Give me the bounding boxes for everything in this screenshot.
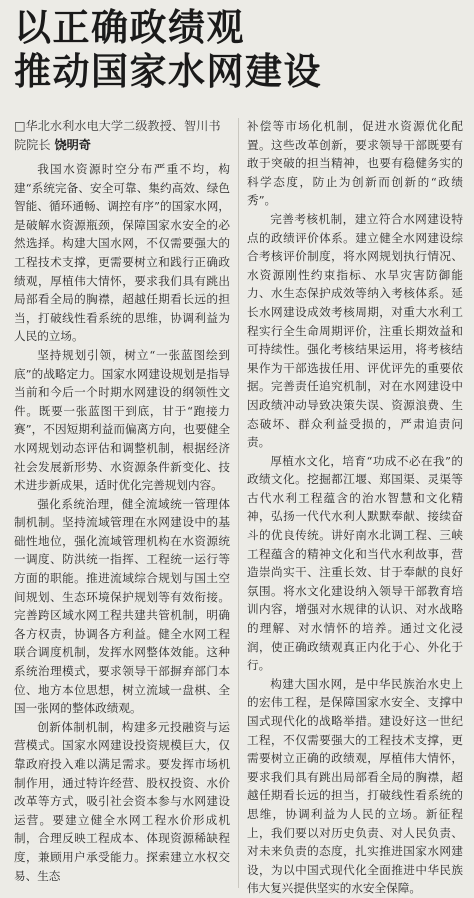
- paragraph: 完善考核机制，建立符合水网建设特点的政绩评价体系。建立健全水网建设综合考核评价制度，将水网规划执行情况、水资源刚性约束指标、水旱灾害防御能力、水生态保护成效等纳入考核体系。延长水网建设成效考核周期，对重大水利工程实行全生命周期评价，注重长期效益和可持续性。强化考核结果运用，将考核结果作为干部选拔任用、评优评先的重要依据。完善责任追究机制，对在水网建设中因政绩冲动导致决策失误、资源浪费、生态破坏、群众利益受损的，严肃追责问责。: [247, 211, 463, 450]
- paragraph: 强化系统治理，健全流域统一管理体制机制。坚持流域管理在水网建设中的基础性地位，强化流域管理机构在水资源统一调度、防洪统一指挥、工程统一运行等方面的职能。推进流域综合规划与国土空间规划、生态环境保护规划等有效衔接。完善跨区域水网工程共建共管机制，明确各方权责，协调各方利益。健全水网工程联合调度机制，发挥水网整体效能。这种系统治理模式，要求领导干部摒弃部门本位、地方本位思想，树立流域一盘棋、全国一张网的整体政绩观。: [14, 496, 230, 716]
- title-line-2: 推动国家水网建设: [14, 50, 322, 93]
- article-title: [14, 6, 322, 94]
- right-column: [247, 117, 463, 898]
- paragraph: 创新体制机制，构建多元投融资与运营模式。国家水网建设投资规模巨大，仅靠政府投入难以满足需求。要发挥市场机制作用，通过特许经营、股权投资、水价改革等方式，吸引社会资本参与水网建设运营。要建立健全水网工程水价形成机制，合理反映工程成本、体现资源稀缺程度，兼顾用户承受能力。探索建立水权交易、生态: [14, 719, 230, 883]
- paragraph: 坚持规划引领，树立“一张蓝图绘到底”的战略定力。国家水网建设规划是指导当前和今后一个时期水网建设的纲领性文件。既要一张蓝图干到底，甘于“跑接力赛”，不因短期利益而偏离方向，也要健全水网规划动态评估和调整机制，根据经济社会发展新形势、水资源条件新变化、技术进步新成果，适时优化完善规划内容。: [14, 347, 230, 493]
- author-affiliation: □华北水利水电大学二级教授、智川书院院长: [14, 119, 221, 152]
- left-column: [14, 117, 230, 885]
- column-divider: [238, 118, 239, 888]
- paragraph: 厚植水文化，培育“功成不必在我”的政绩文化。挖掘都江堰、郑国渠、灵渠等古代水利工程蕴含的治水智慧和文化精神，弘扬一代代水利人默默奉献、接续奋斗的优良传统。讲好南水北调工程、三峡工程蕴含的精神文化和当代水利故事，营造崇尚实干、注重长效、甘于奉献的良好氛围。将水文化建设纳入领导干部教育培训内容，增强对水规律的认识、对水战略的理解、对水情怀的培养。通过文化浸润，使正确政绩观真正内化于心、外化于行。: [247, 453, 463, 673]
- author-name: 饶明奇: [54, 137, 91, 152]
- byline: [14, 117, 230, 154]
- title-line-1: 以正确政绩观: [14, 6, 245, 49]
- paragraph-continued: 补偿等市场化机制，促进水资源优化配置。这些改革创新，要求领导干部既要有敢于突破的担当精神，也要有稳健务实的科学态度，防止为创新而创新的“政绩秀”。: [247, 119, 463, 208]
- paragraph: 我国水资源时空分布严重不均，构建“系统完备、安全可靠、集约高效、绿色智能、循环通畅、调控有序”的国家水网，是破解水资源瓶颈，保障国家水安全的必然选择。构建大国水网，不仅需要强大的工程技术支撑，更需要树立和践行正确政绩观，厚植伟大情怀，要求我们具有跳出局部看全局的胸襟，超越任期看长远的担当，打破线性看系统的思维，协调利益为人民的立场。: [14, 162, 230, 344]
- paragraph: 构建大国水网，是中华民族治水史上的宏伟工程，是保障国家水安全、支撑中国式现代化的战略举措。建设好这一世纪工程，不仅需要强大的工程技术支撑，更需要树立正确的政绩观，厚植伟大情怀，要求我们具有跳出局部看全局的胸襟，超越任期看长远的担当，打破线性看系统的思维，协调利益为人民的立场。新征程上，我们要以对历史负责、对人民负责、对未来负责的态度，扎实推进国家水网建设，为以中国式现代化全面推进中华民族伟大复兴提供坚实的水安全保障。: [247, 676, 463, 896]
